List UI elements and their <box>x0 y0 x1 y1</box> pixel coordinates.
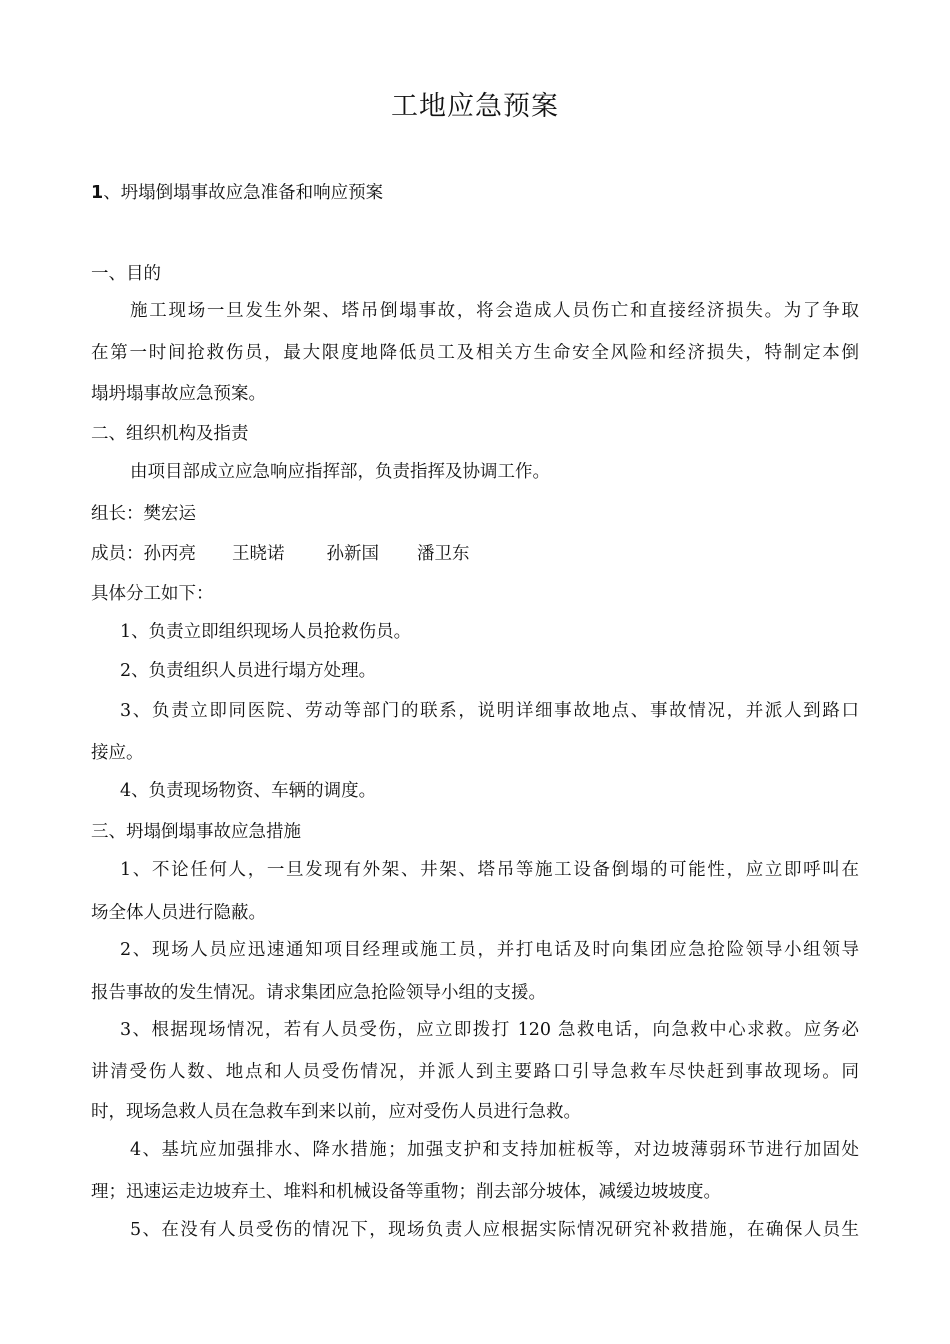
measure-line: 时，现场急救人员在急救车到来以前，应对受伤人员进行急救。 <box>91 1102 581 1122</box>
measure-line: 1、不论任何人，一旦发现有外架、井架、塔吊等施工设备倒塌的可能性，应立即呼叫在 <box>120 860 859 880</box>
measure-line: 3、根据现场情况，若有人员受伤，应立即拨打 120 急救电话，向急救中心求救。应务必 <box>120 1020 859 1040</box>
purpose-line: 施工现场一旦发生外架、塔吊倒塌事故，将会造成人员伤亡和直接经济损失。为了争取 <box>130 301 859 321</box>
duty-item: 3、负责立即同医院、劳动等部门的联系，说明详细事故地点、事故情况，并派人到路口 <box>120 701 859 721</box>
organization-intro: 由项目部成立应急响应指挥部，负责指挥及协调工作。 <box>130 462 550 482</box>
measure-line: 报告事故的发生情况。请求集团应急抢险领导小组的支援。 <box>91 983 546 1003</box>
duty-item: 1、负责立即组织现场人员抢救伤员。 <box>120 622 412 642</box>
measure-line: 2、现场人员应迅速通知项目经理或施工员，并打电话及时向集团应急抢险领导小组领导 <box>120 940 859 960</box>
section-heading-number: 1 <box>91 183 104 203</box>
purpose-line: 在第一时间抢救伤员，最大限度地降低员工及相关方生命安全风险和经济损失，特制定本倒 <box>91 343 859 363</box>
duty-item: 接应。 <box>91 743 144 763</box>
document-title: 工地应急预案 <box>391 91 559 122</box>
measures-heading: 三、坍塌倒塌事故应急措施 <box>91 822 301 842</box>
measure-line: 5、在没有人员受伤的情况下，现场负责人应根据实际情况研究补救措施，在确保人员生 <box>130 1220 859 1240</box>
measure-line: 理；迅速运走边坡弃土、堆料和机械设备等重物；削去部分坡体，减缓边坡坡度。 <box>91 1182 721 1202</box>
members-label: 成员：孙丙亮 <box>91 544 196 564</box>
measure-line: 场全体人员进行隐蔽。 <box>91 903 266 923</box>
purpose-line: 塌坍塌事故应急预案。 <box>91 384 266 404</box>
division-heading: 具体分工如下： <box>91 584 214 604</box>
organization-heading: 二、组织机构及指责 <box>91 424 249 444</box>
duty-item: 2、负责组织人员进行塌方处理。 <box>120 661 377 681</box>
section-heading-text: 、坍塌倒塌事故应急准备和响应预案 <box>103 183 384 203</box>
team-leader: 组长：樊宏运 <box>91 504 196 524</box>
duty-item: 4、负责现场物资、车辆的调度。 <box>120 781 377 801</box>
member-name: 孙新国 <box>326 544 379 564</box>
purpose-heading: 一、目的 <box>91 264 161 284</box>
member-name: 王晓诺 <box>232 544 285 564</box>
team-members <box>91 542 470 566</box>
measure-line: 4、基坑应加强排水、降水措施；加强支护和支持加桩板等，对边坡薄弱环节进行加固处 <box>130 1140 859 1160</box>
member-name: 潘卫东 <box>417 544 470 564</box>
measure-line: 讲清受伤人数、地点和人员受伤情况，并派人到主要路口引导急救车尽快赶到事故现场。同 <box>91 1062 859 1082</box>
section-heading <box>91 181 383 205</box>
